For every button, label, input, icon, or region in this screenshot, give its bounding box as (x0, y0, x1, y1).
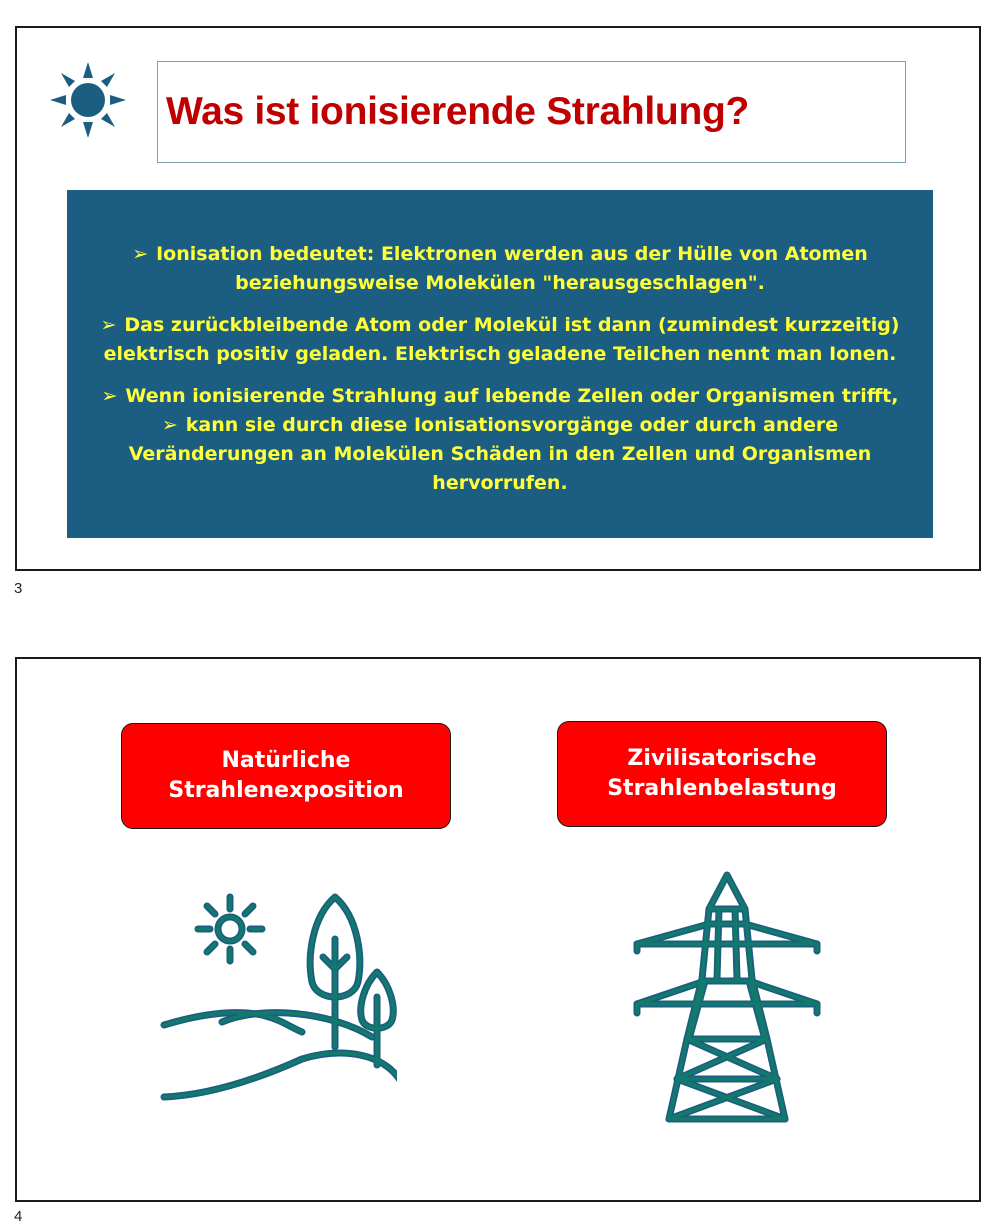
sun-icon (50, 62, 126, 138)
civilizational-exposure-box: Zivilisatorische Strahlenbelastung (557, 721, 887, 827)
arrow-bullet-icon: ➢ (101, 385, 118, 407)
bullet-3-line-2: kann sie durch diese Ionisationsvorgänge oder durch andere (185, 414, 839, 436)
bullet-1 (77, 240, 923, 298)
bullet-1-line-2: beziehungsweise Molekülen "herausgeschlagen". (235, 272, 765, 294)
page-number-3: 3 (14, 580, 23, 597)
bullet-3-line-4: hervorrufen. (432, 472, 568, 494)
bullet-3-line-1: Wenn ionisierende Strahlung auf lebende Zellen oder Organismen trifft, (125, 385, 899, 407)
natural-exposure-box: Natürliche Strahlenexposition (121, 723, 451, 829)
page-title: Was ist ionisierende Strahlung? (166, 90, 750, 133)
arrow-bullet-icon: ➢ (100, 314, 117, 336)
slide-3 (15, 26, 981, 571)
slide-4 (15, 657, 981, 1202)
page-number-4: 4 (14, 1208, 23, 1225)
bullet-2 (77, 311, 923, 369)
power-pylon-icon (627, 869, 827, 1129)
bullet-3-line-3: Veränderungen an Molekülen Schäden in den Zellen und Organismen (128, 443, 872, 465)
arrow-bullet-icon: ➢ (132, 243, 149, 265)
landscape-icon (142, 887, 397, 1107)
bullet-2-line-2: elektrisch positiv geladen. Elektrisch geladene Teilchen nennt man Ionen. (103, 343, 897, 365)
bullet-3 (77, 382, 923, 498)
content-box (67, 190, 933, 538)
bullet-1-line-1: Ionisation bedeutet: Elektronen werden aus der Hülle von Atomen (156, 243, 868, 265)
bullet-2-line-1: Das zurückbleibende Atom oder Molekül ist dann (zumindest kurzzeitig) (124, 314, 900, 336)
arrow-bullet-icon: ➢ (161, 414, 178, 436)
title-box (157, 61, 906, 163)
